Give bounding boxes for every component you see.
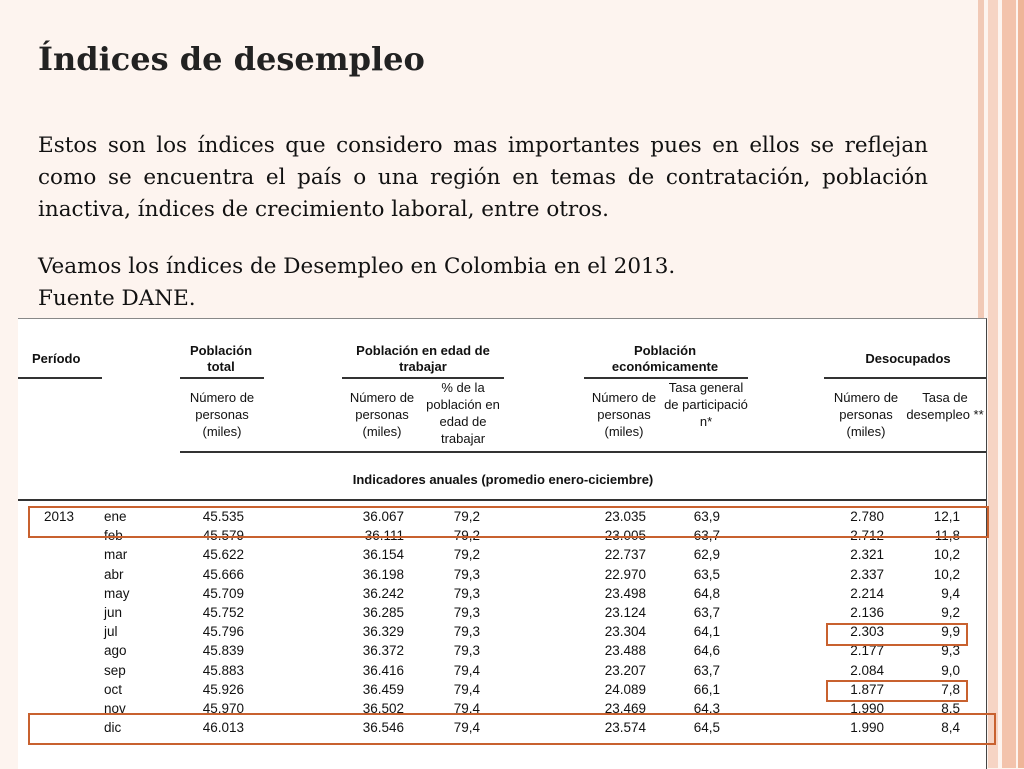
header-pea: Población económicamente bbox=[611, 343, 719, 374]
month-cell: oct bbox=[104, 681, 123, 697]
sub-pea-tasa: Tasa general de participació n* bbox=[664, 380, 748, 429]
value-cell-tgp: 63,7 bbox=[693, 605, 720, 620]
value-cell-pet: 36.372 bbox=[362, 643, 404, 659]
value-cell-des: 2.084 bbox=[850, 662, 884, 678]
value-cell-td: 10,2 bbox=[933, 566, 960, 582]
month-cell: jul bbox=[104, 624, 118, 640]
highlight-row-dic bbox=[28, 713, 996, 745]
value-cell-total: 45.535 bbox=[202, 509, 244, 524]
rule-desocupados bbox=[824, 377, 986, 379]
value-cell-total: 46.013 bbox=[202, 720, 244, 736]
value-cell-td: 9,0 bbox=[941, 662, 960, 678]
value-cell-pea: 22.737 bbox=[604, 547, 646, 563]
value-cell-td: 10,2 bbox=[933, 547, 960, 563]
value-cell-pea: 23.207 bbox=[604, 662, 646, 678]
decorative-stripe-2 bbox=[988, 0, 998, 768]
value-cell-tgp: 63,7 bbox=[693, 528, 720, 544]
value-cell-tgp: 64,5 bbox=[693, 720, 720, 736]
value-cell-total: 45.883 bbox=[202, 662, 244, 678]
value-cell-pet: 36.416 bbox=[362, 662, 404, 678]
value-cell-pet_pct: 79,3 bbox=[453, 605, 480, 620]
value-cell-des: 2.177 bbox=[850, 643, 884, 659]
month-cell: nov bbox=[104, 701, 126, 716]
value-cell-des: 2.303 bbox=[850, 624, 884, 640]
value-cell-tgp: 64,6 bbox=[693, 643, 720, 659]
value-cell-pea: 23.469 bbox=[604, 701, 646, 716]
value-cell-pet_pct: 79,4 bbox=[453, 662, 480, 678]
value-cell-des: 2.337 bbox=[850, 566, 884, 582]
month-cell: ago bbox=[104, 643, 127, 659]
value-cell-total: 45.752 bbox=[202, 605, 244, 620]
value-cell-td: 8,4 bbox=[941, 720, 960, 736]
decorative-stripe-4 bbox=[1018, 0, 1024, 768]
sub-des-tasa: Tasa de desempleo ** bbox=[906, 390, 984, 422]
value-cell-pet: 36.154 bbox=[362, 547, 404, 563]
value-cell-td: 9,9 bbox=[941, 624, 960, 640]
month-cell: mar bbox=[104, 547, 128, 563]
value-cell-total: 45.579 bbox=[202, 528, 244, 544]
value-cell-total: 45.709 bbox=[202, 585, 244, 601]
value-cell-pet: 36.285 bbox=[362, 605, 404, 620]
value-cell-td: 9,3 bbox=[941, 643, 960, 659]
slide-title: Índices de desempleo bbox=[38, 40, 425, 78]
value-cell-pea: 24.089 bbox=[604, 681, 646, 697]
value-cell-des: 1.877 bbox=[850, 681, 884, 697]
highlight-row-ene bbox=[28, 506, 989, 538]
decorative-stripe-3 bbox=[1002, 0, 1016, 768]
month-cell: feb bbox=[104, 528, 123, 544]
sub-pet-num: Número de personas (miles) bbox=[349, 390, 415, 439]
value-cell-total: 45.970 bbox=[202, 701, 244, 716]
sub-pea-num: Número de personas (miles) bbox=[591, 390, 657, 439]
value-cell-des: 2.214 bbox=[850, 585, 884, 601]
value-cell-pet_pct: 79,3 bbox=[453, 624, 480, 640]
value-cell-pet_pct: 79,3 bbox=[453, 566, 480, 582]
value-cell-td: 7,8 bbox=[941, 681, 960, 697]
header-desocupados: Desocupados bbox=[865, 351, 951, 366]
value-cell-pea: 23.574 bbox=[604, 720, 646, 736]
value-cell-td: 12,1 bbox=[933, 509, 960, 524]
value-cell-pet_pct: 79,3 bbox=[453, 585, 480, 601]
value-cell-pet: 36.459 bbox=[362, 681, 404, 697]
value-cell-des: 2.321 bbox=[850, 547, 884, 563]
value-cell-pet_pct: 79,4 bbox=[453, 681, 480, 697]
value-cell-tgp: 66,1 bbox=[693, 681, 720, 697]
value-cell-pet: 36.546 bbox=[362, 720, 404, 736]
value-cell-td: 8,5 bbox=[941, 701, 960, 716]
month-cell: sep bbox=[104, 662, 126, 678]
header-periodo: Período bbox=[32, 351, 81, 366]
value-cell-pea: 23.304 bbox=[604, 624, 646, 640]
rule-periodo bbox=[18, 377, 102, 379]
value-cell-td: 9,4 bbox=[941, 585, 960, 601]
value-cell-pet_pct: 79,3 bbox=[453, 643, 480, 659]
source-line: Fuente DANE. bbox=[38, 286, 196, 311]
value-cell-total: 45.926 bbox=[202, 681, 244, 697]
value-cell-pet: 36.198 bbox=[362, 566, 404, 582]
value-cell-pet: 36.329 bbox=[362, 624, 404, 640]
value-cell-pea: 22.970 bbox=[604, 566, 646, 582]
value-cell-pea: 23.488 bbox=[604, 643, 646, 659]
year-cell: 2013 bbox=[44, 509, 75, 524]
value-cell-pea: 23.498 bbox=[604, 585, 646, 601]
value-cell-pet_pct: 79,4 bbox=[453, 720, 480, 736]
value-cell-tgp: 63,9 bbox=[693, 509, 720, 524]
header-pet: Población en edad de trabajar bbox=[356, 343, 490, 374]
value-cell-pet_pct: 79,2 bbox=[453, 528, 480, 544]
value-cell-des: 2.136 bbox=[850, 605, 884, 620]
value-cell-pet_pct: 79,2 bbox=[453, 509, 480, 524]
month-cell: may bbox=[104, 585, 130, 601]
highlight-oct-desempleo bbox=[826, 680, 968, 702]
header-poblacion-total: Población total bbox=[189, 343, 253, 374]
rule-subheaders bbox=[180, 451, 986, 453]
section-label: Indicadores anuales (promedio enero-ciciembre) bbox=[352, 472, 654, 487]
highlight-jul-desempleo bbox=[826, 623, 968, 646]
value-cell-des: 2.712 bbox=[850, 528, 884, 544]
intro-paragraph: Estos son los índices que considero mas importantes pues en ellos se reflejan como se encuentra el país o una región en temas de contratación, población inactiva, índices de crecimiento laboral, entre otros. bbox=[38, 133, 928, 222]
value-cell-total: 45.666 bbox=[202, 566, 244, 582]
value-cell-td: 9,2 bbox=[941, 605, 960, 620]
value-cell-td: 11,8 bbox=[934, 528, 960, 544]
sub-des-num: Número de personas (miles) bbox=[833, 390, 899, 439]
value-cell-tgp: 64,8 bbox=[693, 585, 720, 601]
rule-poblacion-total bbox=[180, 377, 264, 379]
month-cell: ene bbox=[104, 509, 127, 524]
value-cell-des: 1.990 bbox=[850, 720, 884, 736]
value-cell-pea: 23.005 bbox=[604, 528, 646, 544]
value-cell-tgp: 63,7 bbox=[693, 662, 720, 678]
value-cell-pet: 36.067 bbox=[362, 509, 404, 524]
value-cell-des: 1.990 bbox=[850, 701, 884, 716]
value-cell-pea: 23.035 bbox=[604, 509, 646, 524]
value-cell-total: 45.796 bbox=[202, 624, 244, 640]
value-cell-pet: 36.111 bbox=[364, 528, 404, 544]
value-cell-total: 45.622 bbox=[202, 547, 244, 563]
rule-section bbox=[18, 499, 986, 501]
value-cell-pea: 23.124 bbox=[604, 605, 646, 620]
value-cell-total: 45.839 bbox=[202, 643, 244, 659]
value-cell-pet_pct: 79,4 bbox=[453, 701, 480, 716]
value-cell-tgp: 63,5 bbox=[693, 566, 720, 582]
sub-pet-pct: % de la población en edad de trabajar bbox=[426, 380, 500, 446]
value-cell-tgp: 64,3 bbox=[693, 701, 720, 716]
sub-pt-num: Número de personas (miles) bbox=[189, 390, 255, 439]
value-cell-des: 2.780 bbox=[850, 509, 884, 524]
value-cell-pet: 36.502 bbox=[362, 701, 404, 716]
month-cell: dic bbox=[104, 720, 122, 736]
month-cell: abr bbox=[104, 566, 124, 582]
intro-line-2: Veamos los índices de Desempleo en Colombia en el 2013. bbox=[38, 254, 676, 279]
value-cell-pet: 36.242 bbox=[362, 585, 404, 601]
month-cell: jun bbox=[104, 605, 123, 620]
value-cell-tgp: 62,9 bbox=[693, 547, 720, 563]
value-cell-pet_pct: 79,2 bbox=[453, 547, 480, 563]
value-cell-tgp: 64,1 bbox=[693, 624, 720, 640]
